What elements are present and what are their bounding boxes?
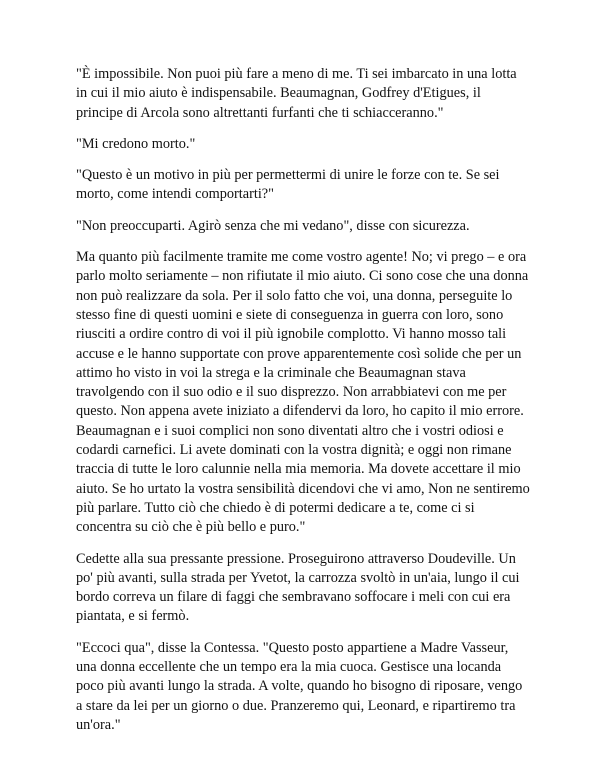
- paragraph: "È impossibile. Non puoi più fare a meno di me. Ti sei imbarcato in una lotta in cui il mio aiuto è indispensabile. Beaumagnan, Godfrey d'Etigues, il principe di Arcola sono altrettanti furfanti che ti schiacceranno.": [76, 66, 517, 121]
- paragraph: "Eccoci qua", disse la Contessa. "Questo posto appartiene a Madre Vasseur, una donna eccellente che un tempo era la mia cuoca. Gestisce una locanda poco più avanti lungo la strada. A volte, quando ho bisogno di riposare, vengo a stare da lei per un giorno o due. Pranzeremo qui, Leonard, e ripartiremo tra un'ora.": [76, 639, 523, 733]
- paragraph: "Non preoccuparti. Agirò senza che mi vedano", disse con sicurezza.: [76, 217, 470, 234]
- paragraph: "Mi credono morto.": [76, 135, 196, 152]
- paragraph: Ma quanto più facilmente tramite me come vostro agente! No; vi prego – e ora parlo molto seriamente – non rifiutate il mio aiuto. Ci sono cose che una donna non può realizzare da sola. Per il solo fatto che voi, una donna, perseguite lo stesso fine di questi uomini e siete di conseguenza in guerra con loro, sono riusciti a ordire contro di voi il più ignobile complotto. Vi hanno mosso tali accuse e le hanno supportate con prove apparentemente così solide che per un attimo ho visto in voi la strega e la criminale che Beaumagnan stava travolgendo con il suo odio e il suo disprezzo. Non arrabbiatevi con me per questo. Non appena avete iniziato a difendervi da loro, ho capito il mio errore. Beaumagnan e i suoi complici non sono diventati altro che i vostri odiosi e codardi carnefici. Li avete dominati con la vostra dignità; e oggi non rimane traccia di tutte le loro calunnie nella mia memoria. Ma dovete accettare il mio aiuto. Se ho urtato la vostra sensibilità dicendovi che vi amo, Non ne sentiremo più parlare. Tutto ciò che chiedo è di potermi dedicare a te, come ci si concentra su ciò che è più bello e puro.": [76, 249, 530, 536]
- paragraph: Cedette alla sua pressante pressione. Proseguirono attraverso Doudeville. Un po' più avanti, sulla strada per Yvetot, la carrozza svoltò in un'aia, lungo il cui bordo correva un filare di faggi che sembravano soffocare i meli con cui era piantata, e si fermò.: [76, 550, 520, 625]
- paragraph: "Questo è un motivo in più per permettermi di unire le forze con te. Se sei morto, come intendi comportarti?": [76, 167, 500, 203]
